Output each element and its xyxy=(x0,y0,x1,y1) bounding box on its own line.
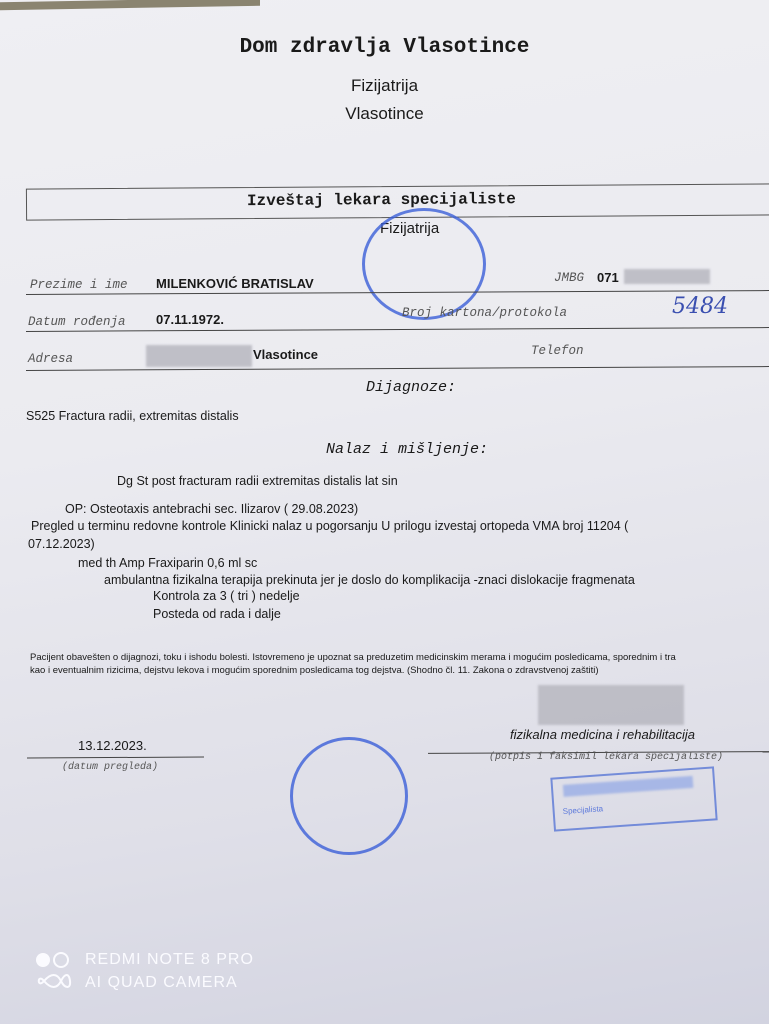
address-city: Vlasotince xyxy=(253,347,319,362)
report-specialty: Fizijatrija xyxy=(380,220,440,237)
consent-line-2: kao i eventualnim rizicima, dejstvu lekova i mogućim sporednim posledicama tog dejstva. (Shodno čl. 11. Zakona o zdravstvenoj zaštiti) xyxy=(30,665,599,676)
diagnoses-heading: Dijagnoze: xyxy=(366,379,457,396)
patient-name: MILENKOVIĆ BRATISLAV xyxy=(156,276,314,291)
official-stamp-top xyxy=(362,208,486,320)
card-number-handwritten: 5484 xyxy=(672,294,728,319)
address-redacted xyxy=(146,345,252,367)
institution-title: Dom zdravlja Vlasotince xyxy=(239,36,530,59)
finding-line: Kontrola za 3 ( tri ) nedelje xyxy=(153,589,300,603)
divider xyxy=(26,327,769,332)
date-underline xyxy=(27,757,204,759)
finding-line: Pregled u terminu redovne kontrole Klinicki nalaz u pogorsanju U prilogu izvestaj ortopeda VMA broj 11204 ( xyxy=(31,519,629,533)
doctor-specialty: fizikalna medicina i rehabilitacija xyxy=(510,727,695,742)
camera-logo-icon xyxy=(34,951,74,996)
jmbg-label: JMBG xyxy=(554,271,585,285)
dob-value: 07.11.1972. xyxy=(156,312,224,327)
exam-date: 13.12.2023. xyxy=(78,738,147,753)
finding-line: Posteda od rada i dalje xyxy=(153,607,281,621)
exam-date-label: (datum pregleda) xyxy=(62,762,159,773)
camera-watermark-line-1: REDMI NOTE 8 PRO xyxy=(85,951,254,968)
facsimile-redacted xyxy=(563,776,694,797)
divider xyxy=(26,366,769,371)
doctor-facsimile-stamp xyxy=(550,766,717,831)
photo-background-edge xyxy=(0,0,260,10)
doctor-name-redacted xyxy=(538,685,684,725)
finding-line: 07.12.2023) xyxy=(28,537,95,551)
address-label: Adresa xyxy=(28,352,74,366)
diagnosis-item: S525 Fractura radii, extremitas distalis xyxy=(26,409,239,423)
name-label: Prezime i ime xyxy=(30,278,128,292)
dob-label: Datum rođenja xyxy=(28,315,126,329)
card-label: Broj kartona/protokola xyxy=(402,306,568,320)
finding-line: OP: Osteotaxis antebrachi sec. Ilizarov ( 29.08.2023) xyxy=(65,502,359,516)
report-title: Izveštaj lekara specijaliste xyxy=(246,190,516,211)
finding-line: Dg St post fracturam radii extremitas distalis lat sin xyxy=(117,474,398,488)
finding-line: ambulantna fizikalna terapija prekinuta jer je doslo do komplikacija -znaci dislokacije fragmenata xyxy=(104,573,635,587)
consent-line-1: Pacijent obavešten o dijagnozi, toku i ishodu bolesti. Istovremeno je upoznat sa preduzetim medicinskim merama i mogućim posledicama, sporednim i tra xyxy=(30,652,676,663)
findings-heading: Nalaz i mišljenje: xyxy=(326,441,489,458)
city-label: Vlasotince xyxy=(345,104,424,123)
camera-watermark-line-2: AI QUAD CAMERA xyxy=(85,974,238,991)
facsimile-text: Specijalista xyxy=(562,804,604,816)
finding-line: med th Amp Fraxiparin 0,6 ml sc xyxy=(78,556,258,570)
jmbg-redacted xyxy=(624,269,710,284)
phone-label: Telefon xyxy=(531,344,584,358)
jmbg-value: 071 xyxy=(597,270,619,285)
official-stamp-bottom xyxy=(290,737,408,855)
department-label: Fizijatrija xyxy=(350,76,419,95)
signature-label: (potpis i faksimil lekara specijaliste) xyxy=(489,752,724,763)
